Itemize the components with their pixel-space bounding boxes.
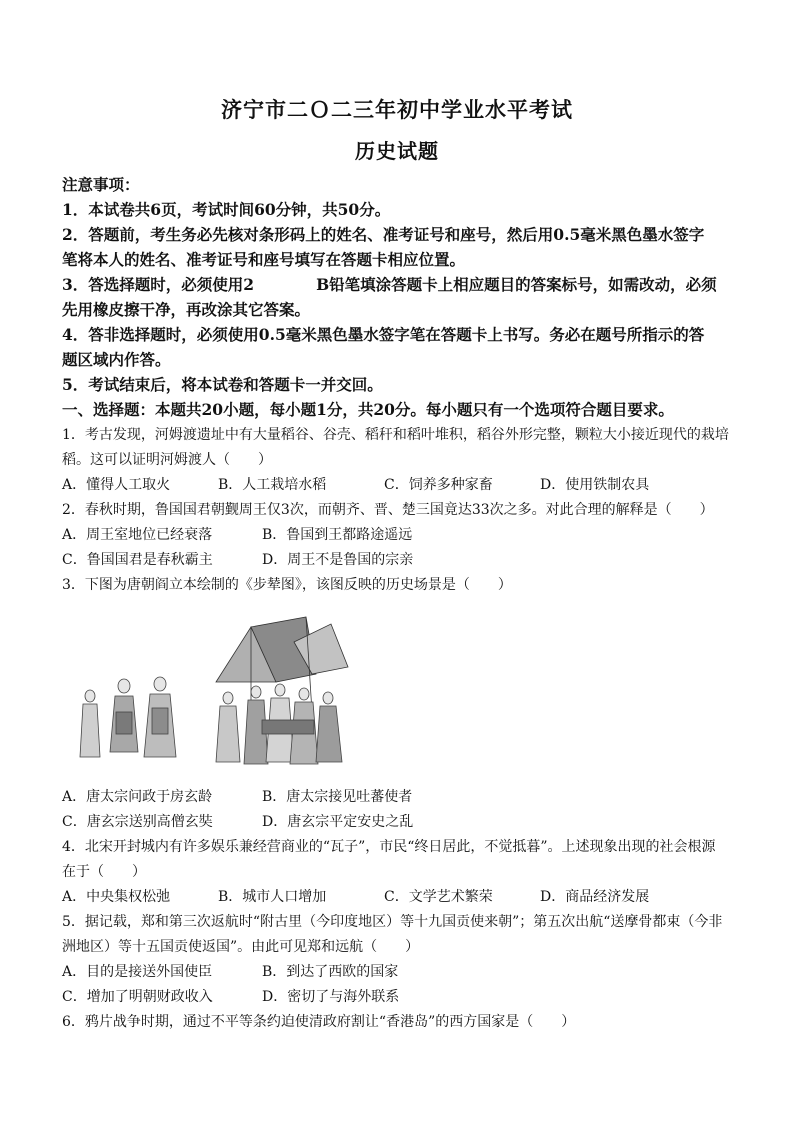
q5-option-a: A．目的是接送外国使臣: [62, 964, 213, 980]
q5-option-d: D．密切了与海外联系: [262, 989, 400, 1005]
q5-option-c: C．增加了明朝财政收入: [62, 989, 213, 1005]
q3-option-a: A．唐太宗问政于房玄龄: [62, 789, 213, 805]
notice-item-5: 5．考试结束后，将本试卷和答题卡一并交回。: [62, 375, 383, 394]
q5-stem: 5．据记载，郑和第三次返航时“附古里（今印度地区）等十九国贡使来朝”；第五次出航“送摩骨都束（今非: [62, 914, 723, 930]
q3-option-b: B．唐太宗接见吐蕃使者: [262, 789, 413, 805]
q3-option-d: D．唐玄宗平定安史之乱: [262, 814, 414, 830]
q5-stem-cont: 洲地区）等十五国贡使返国”。由此可见郑和远航（ ）: [62, 939, 420, 955]
bunian-painting-image: [66, 612, 356, 772]
notice-item-3-cont: 先用橡皮擦干净，再改涂其它答案。: [62, 300, 311, 319]
notice-item-1: 1．本试卷共6页，考试时间60分钟，共50分。: [62, 200, 391, 219]
q1-option-b: B．人工栽培水稻: [218, 477, 327, 493]
q2-option-a: A．周王室地位已经衰落: [62, 527, 213, 543]
q1-stem-cont: 稻。这可以证明河姆渡人（ ）: [62, 452, 272, 468]
q2-option-d: D．周王不是鲁国的宗亲: [262, 552, 414, 568]
exam-subject: 历史试题: [355, 139, 439, 163]
q1-option-c: C．饲养多种家畜: [384, 477, 493, 493]
q4-stem: 4．北宋开封城内有许多娱乐兼经营商业的“瓦子”，市民“终日居此，不觉抵暮”。上述现象出现的社会根源: [62, 839, 716, 855]
notice-item-2: 2．答题前，考生务必先核对条形码上的姓名、准考证号和座号，然后用0.5毫米黑色墨水签字: [62, 225, 705, 244]
q3-stem: 3．下图为唐朝阎立本绘制的《步辇图》，该图反映的历史场景是（ ）: [62, 577, 512, 593]
notice-item-2-cont: 笔将本人的姓名、准考证号和座号填写在答题卡相应位置。: [62, 250, 466, 269]
notice-item-4-cont: 题区域内作答。: [62, 350, 171, 369]
q4-option-a: A．中央集权松弛: [62, 889, 171, 905]
q2-option-c: C．鲁国国君是春秋霸主: [62, 552, 213, 568]
q1-option-a: A．懂得人工取火: [62, 477, 171, 493]
notice-heading: 注意事项：: [62, 175, 140, 194]
exam-title: 济宁市二Ｏ二三年初中学业水平考试: [221, 97, 573, 122]
q1-option-d: D．使用铁制农具: [540, 477, 650, 493]
notice-item-4: 4．答非选择题时，必须使用0.5毫米黑色墨水签字笔在答题卡上书写。务必在题号所指示的答: [62, 325, 705, 344]
q2-stem: 2．春秋时期，鲁国国君朝觐周王仅3次，而朝齐、晋、楚三国竟达33次之多。对此合理的解释是（ ）: [62, 502, 714, 518]
q6-stem: 6．鸦片战争时期，通过不平等条约迫使清政府割让“香港岛”的西方国家是（ ）: [62, 1014, 576, 1030]
q4-option-c: C．文学艺术繁荣: [384, 889, 493, 905]
q2-option-b: B．鲁国到王都路途遥远: [262, 527, 413, 543]
section-heading: 一、选择题：本题共20小题，每小题1分，共20分。每小题只有一个选项符合题目要求。: [62, 400, 674, 419]
q3-option-c: C．唐玄宗送别高僧玄奘: [62, 814, 213, 830]
q1-stem: 1．考古发现，河姆渡遗址中有大量稻谷、谷壳、稻秆和稻叶堆积，稻谷外形完整，颗粒大小接近现代的栽培: [62, 427, 729, 443]
q5-option-b: B．到达了西欧的国家: [262, 964, 399, 980]
q4-stem-cont: 在于（ ）: [62, 864, 146, 880]
q4-option-b: B．城市人口增加: [218, 889, 327, 905]
q4-option-d: D．商品经济发展: [540, 889, 650, 905]
notice-item-3: 3．答选择题时，必须使用2 B铅笔填涂答题卡上相应题目的答案标号，如需改动，必须: [62, 275, 717, 294]
